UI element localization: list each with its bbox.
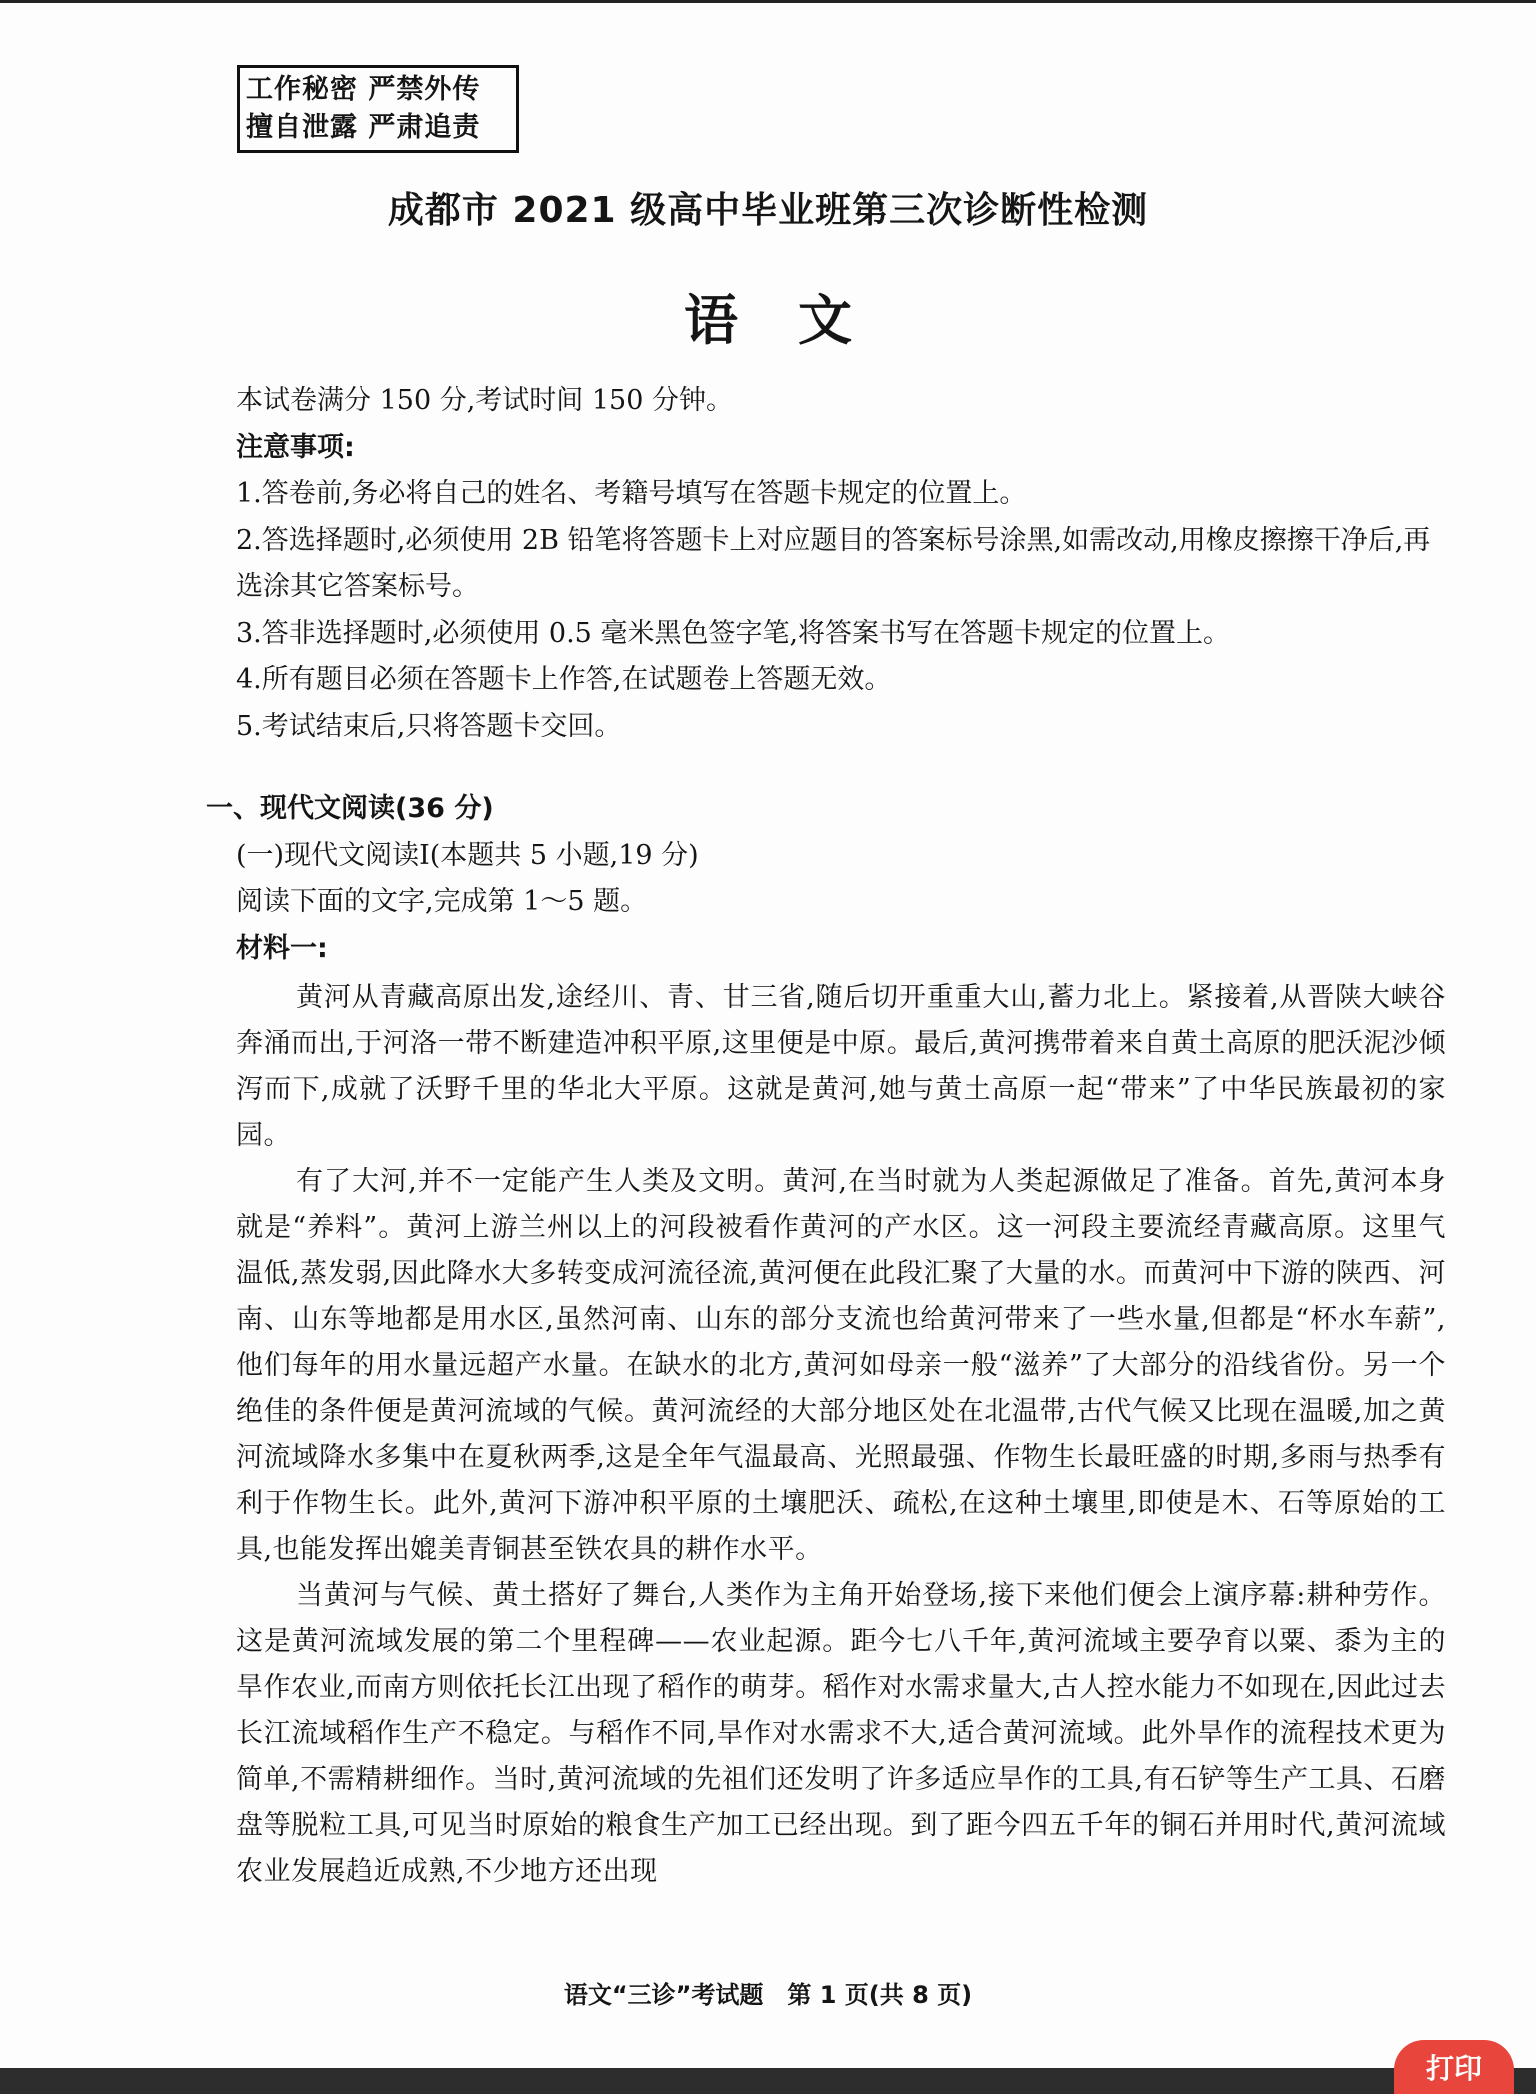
page-footer: 语文“三诊”考试题 第 1 页(共 8 页) — [563, 1981, 973, 2009]
print-button[interactable]: 打印 — [1394, 2040, 1514, 2094]
material-label: 材料一: — [236, 932, 328, 964]
section-header — [206, 786, 1446, 972]
note-item: 5.考试结束后,只将答题卡交回。 — [236, 710, 622, 742]
paragraph: 有了大河,并不一定能产生人类及文明。黄河,在当时就为人类起源做足了准备。首先,黄河本身就是“养料”。黄河上游兰州以上的河段被看作黄河的产水区。这一河段主要流经青藏高原。这里气温低,蒸发弱,因此降水大多转变成河流径流,黄河便在此段汇聚了大量的水。而黄河中下游的陕西、河南、山东等地都是用水区,虽然河南、山东的部分支流也给黄河带来了一些水量,但都是“杯水车薪”,他们每年的用水量远超产水量。在缺水的北方,黄河如母亲一般“滋养”了大部分的沿线省份。另一个绝佳的条件便是黄河流域的气候。黄河流经的大部分地区处在北温带,古代气候又比现在温暖,加之黄河流域降水多集中在夏秋两季,这是全年气温最高、光照最强、作物生长最旺盛的时期,多雨与热季有利于作物生长。此外,黄河下游冲积平原的土壤肥沃、疏松,在这种土壤里,即使是木、石等原始的工具,也能发挥出媲美青铜甚至铁农具的耕作水平。 — [236, 1166, 1446, 1565]
bottom-toolbar — [0, 2068, 1536, 2094]
note-item: 4.所有题目必须在答题卡上作答,在试题卷上答题无效。 — [236, 664, 892, 695]
stamp-line-2: 擅自泄露 严肃追责 — [246, 112, 481, 143]
note-item: 1.答卷前,务必将自己的姓名、考籍号填写在答题卡规定的位置上。 — [236, 478, 1027, 509]
subject-title: 语文 — [684, 289, 912, 352]
exam-notes — [236, 378, 1446, 750]
confidential-stamp — [237, 65, 519, 153]
stamp-line-1: 工作秘密 严禁外传 — [246, 74, 481, 105]
notes-heading: 注意事项: — [236, 431, 355, 463]
top-border — [0, 0, 1536, 3]
paragraph: 当黄河与气候、黄土搭好了舞台,人类作为主角开始登场,接下来他们便会上演序幕:耕种劳作。这是黄河流域发展的第二个里程碑——农业起源。距今七八千年,黄河流域主要孕育以粟、黍为主的旱作农业,而南方则依托长江出现了稻作的萌芽。稻作对水需求量大,古人控水能力不如现在,因此过去长江流域稻作生产不稳定。与稻作不同,旱作对水需求不大,适合黄河流域。此外旱作的流程技术更为简单,不需精耕细作。当时,黄河流域的先祖们还发明了许多适应旱作的工具,有石铲等生产工具、石磨盘等脱粒工具,可见当时原始的粮食生产加工已经出现。到了距今四五千年的铜石并用时代,黄河流域农业发展趋近成熟,不少地方还出现 — [236, 1580, 1446, 1887]
paragraph: 黄河从青藏高原出发,途经川、青、甘三省,随后切开重重大山,蓄力北上。紧接着,从晋陕大峡谷奔涌而出,于河洛一带不断建造冲积平原,这里便是中原。最后,黄河携带着来自黄土高原的肥沃泥沙倾泻而下,成就了沃野千里的华北大平原。这就是黄河,她与黄土高原一起“带来”了中华民族最初的家园。 — [236, 982, 1446, 1151]
reading-material — [236, 975, 1446, 1895]
section-instruction: 阅读下面的文字,完成第 1～5 题。 — [236, 886, 648, 917]
note-item: 2.答选择题时,必须使用 2B 铅笔将答题卡上对应题目的答案标号涂黑,如需改动,用橡皮擦擦干净后,再选涂其它答案标号。 — [236, 524, 1431, 602]
exam-title: 成都市 2021 级高中毕业班第三次诊断性检测 — [387, 190, 1149, 231]
section-heading: 一、现代文阅读(36 分) — [206, 793, 494, 824]
section-subheading: (一)现代文阅读Ⅰ(本题共 5 小题,19 分) — [236, 839, 699, 871]
note-item: 3.答非选择题时,必须使用 0.5 毫米黑色签字笔,将答案书写在答题卡规定的位置上。 — [236, 617, 1231, 649]
intro-text: 本试卷满分 150 分,考试时间 150 分钟。 — [236, 385, 733, 416]
